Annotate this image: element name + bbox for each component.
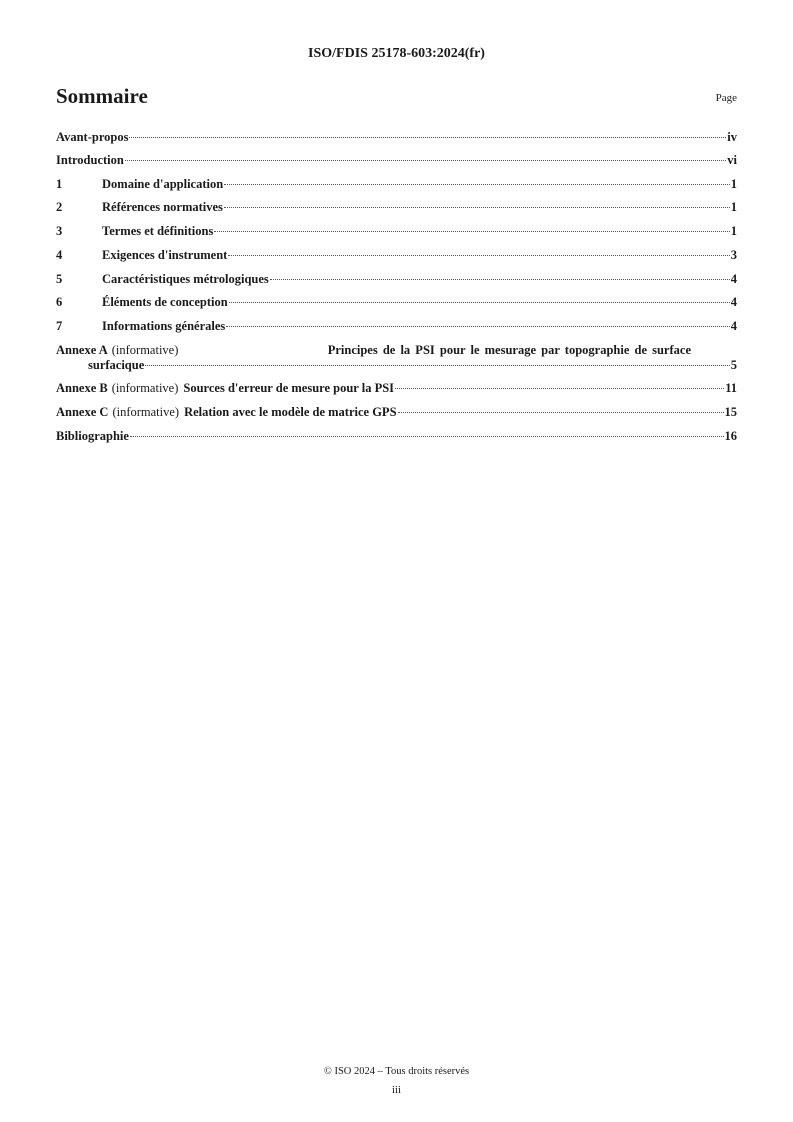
leader-dots [125, 160, 726, 161]
toc-entry-clause-2[interactable] [56, 200, 737, 218]
leader-dots [129, 137, 726, 138]
footer-page-number: iii [391, 1084, 402, 1096]
toc-annex-head: Annexe A [56, 343, 108, 357]
toc-entry-clause-5[interactable] [56, 272, 737, 290]
toc-entry-clause-4[interactable] [56, 248, 737, 266]
toc-page: iv [727, 130, 737, 144]
toc-label: Bibliographie [56, 429, 129, 443]
toc-label: Termes et définitions [102, 224, 214, 238]
toc-entry-clause-6[interactable] [56, 295, 737, 313]
toc-label: Références normatives [102, 200, 223, 214]
toc-entry-annex-a[interactable] [56, 343, 737, 375]
leader-dots [145, 365, 730, 366]
toc-page: 5 [730, 358, 737, 372]
toc-entry-bibliographie[interactable] [56, 429, 737, 447]
toc-annex-info: (informative) [111, 343, 179, 357]
toc-annex-head: Annexe C [56, 405, 109, 419]
toc-page: vi [727, 153, 737, 167]
toc-page: 11 [725, 381, 737, 395]
toc-page: 1 [730, 200, 737, 214]
toc-entry-introduction[interactable] [56, 153, 737, 171]
toc-annex-head: Annexe B [56, 381, 108, 395]
toc-number: 1 [56, 177, 63, 191]
leader-dots [228, 255, 729, 256]
toc-page: 4 [730, 295, 737, 309]
leader-dots [395, 388, 724, 389]
toc-page: 15 [724, 405, 737, 419]
toc-entry-clause-1[interactable] [56, 177, 737, 195]
toc-label-continuation: surfacique [88, 358, 145, 372]
leader-dots [214, 231, 729, 232]
document-header: ISO/FDIS 25178-603:2024(fr) [308, 46, 485, 61]
toc-page: 4 [730, 272, 737, 286]
toc-annex-info: (informative) [112, 405, 180, 419]
toc-page: 1 [730, 177, 737, 191]
toc-entry-clause-3[interactable] [56, 224, 737, 242]
toc-label: Informations générales [102, 319, 226, 333]
toc-number: 7 [56, 319, 63, 333]
toc-number: 3 [56, 224, 63, 238]
toc-entry-clause-7[interactable] [56, 319, 737, 337]
leader-dots [130, 436, 724, 437]
toc-page: 16 [724, 429, 737, 443]
footer-copyright: © ISO 2024 – Tous droits réservés [323, 1066, 470, 1077]
page-title: Sommaire [56, 84, 148, 108]
toc-label: Éléments de conception [102, 295, 228, 309]
toc-label: Domaine d'application [102, 177, 224, 191]
leader-dots [270, 279, 730, 280]
toc-number: 2 [56, 200, 63, 214]
toc-label: Avant-propos [56, 130, 129, 144]
toc-entry-annex-b[interactable] [56, 381, 737, 399]
leader-dots [398, 412, 724, 413]
toc-entry-annex-c[interactable] [56, 405, 737, 423]
toc-label: Exigences d'instrument [102, 248, 228, 262]
toc-entry-avant-propos[interactable] [56, 130, 737, 148]
toc-number: 4 [56, 248, 63, 262]
title-row [56, 84, 737, 112]
toc-label: Sources d'erreur de mesure pour la PSI [183, 381, 395, 395]
toc-page: 1 [730, 224, 737, 238]
leader-dots [224, 184, 730, 185]
toc-label: Caractéristiques métrologiques [102, 272, 269, 286]
toc-label: Introduction [56, 153, 124, 167]
toc-annex-info: (informative) [111, 381, 179, 395]
leader-dots [226, 326, 730, 327]
toc-label: Relation avec le modèle de matrice GPS [184, 405, 397, 419]
leader-dots [224, 207, 730, 208]
toc-number: 6 [56, 295, 63, 309]
toc-page: 4 [730, 319, 737, 333]
toc-page: 3 [730, 248, 737, 262]
toc-number: 5 [56, 272, 63, 286]
page-column-label: Page [715, 92, 737, 104]
toc-label: Principes de la PSI pour le mesurage par topographie de surface [327, 343, 691, 357]
leader-dots [229, 302, 730, 303]
